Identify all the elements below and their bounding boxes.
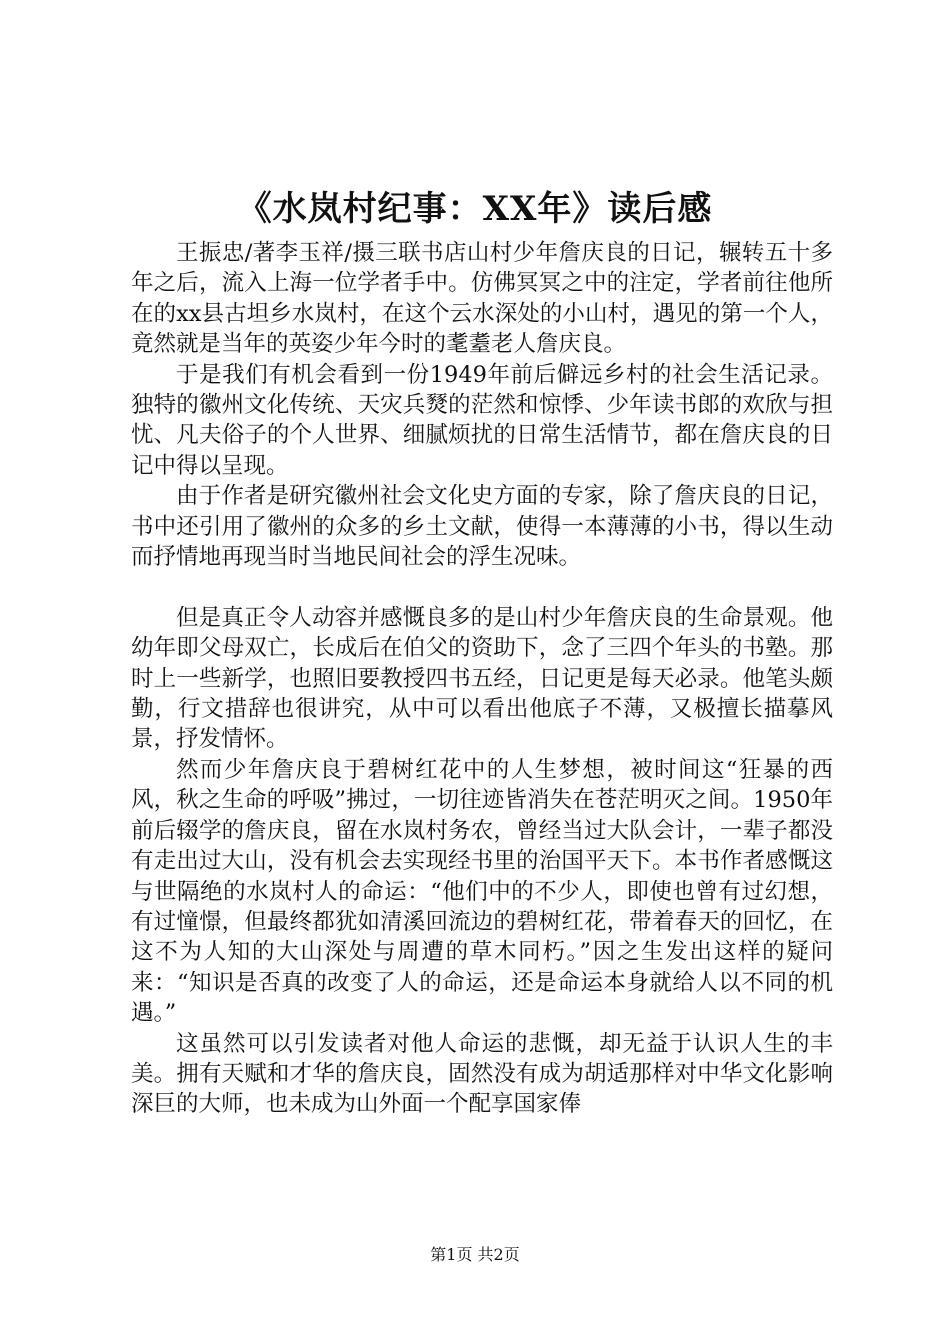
- paragraph: 然而少年詹庆良于碧树红花中的人生梦想，被时间这“狂暴的西风，秋之生命的呼吸”拂过，一切往迹皆消失在苍茫明灭之间。1950年前后辍学的詹庆良，留在水岚村务农，曾经当过大队会计，一辈子都没有走出过大山，没有机会去实现经书里的治国平天下。本书作者感慨这与世隔绝的水岚村人的命运：“他们中的不少人，即使也曾有过幻想，有过憧憬，但最终都犹如清溪回流边的碧树红花，带着春天的回忆，在这不为人知的大山深处与周遭的草木同朽。”因之生发出这样的疑问来：“知识是否真的改变了人的命运，还是命运本身就给人以不同的机遇。”: [131, 756, 833, 1027]
- paragraph: 于是我们有机会看到一份1949年前后僻远乡村的社会生活记录。独特的徽州文化传统、天灾兵燹的茫然和惊悸、少年读书郎的欢欣与担忧、凡夫俗子的个人世界、细腻烦扰的日常生活情节，都在詹庆良的日记中得以呈现。: [131, 361, 833, 479]
- paragraph: 但是真正令人动容并感慨良多的是山村少年詹庆良的生命景观。他幼年即父母双亡，长成后在伯父的资助下，念了三四个年头的书塾。那时上一些新学，也照旧要教授四书五经，日记更是每天必录。他笔头颇勤，行文措辞也很讲究，从中可以看出他底子不薄，又极擅长描摹风景，抒发情怀。: [131, 604, 833, 753]
- page-footer: 第1页 共2页: [430, 1245, 520, 1264]
- document-body: [131, 238, 833, 1120]
- paragraph: 这虽然可以引发读者对他人命运的悲慨，却无益于认识人生的丰美。拥有天赋和才华的詹庆良，固然没有成为胡适那样对中华文化影响深巨的大师，也未成为山外面一个配享国家俸: [131, 1030, 833, 1118]
- paragraph: 由于作者是研究徽州社会文化史方面的专家，除了詹庆良的日记，书中还引用了徽州的众多的乡土文献，使得一本薄薄的小书，得以生动而抒情地再现当时当地民间社会的浮生况味。: [131, 483, 833, 571]
- document-title: 《水岚村纪事：XX年》读后感: [237, 189, 713, 229]
- paragraph: 王振忠/著李玉祥/摄三联书店山村少年詹庆良的日记，辗转五十多年之后，流入上海一位学者手中。仿佛冥冥之中的注定，学者前往他所在的xx县古坦乡水岚村，在这个云水深处的小山村，遇见的第一个人，竟然就是当年的英姿少年今时的耄耋老人詹庆良。: [131, 240, 833, 358]
